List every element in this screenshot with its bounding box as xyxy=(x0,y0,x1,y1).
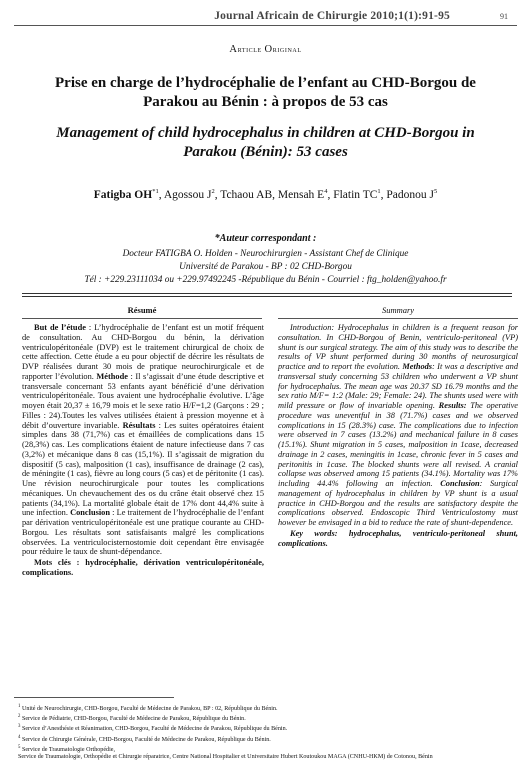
footnote-text: Service de Pédiatrie, CHD-Borgou, Faculté de Médecine de Parakou, République du Bénin. xyxy=(21,716,246,723)
correspondence-line: Université de Parakou - BP : 02 CHD-Borgou xyxy=(179,262,352,272)
summary-heading: Summary xyxy=(381,305,415,315)
keywords-label: Key words xyxy=(290,528,335,538)
keywords-text: : hydrocephalus, ventriculo-peritoneal shunt, complications. xyxy=(278,528,518,548)
resume-heading: Résumé xyxy=(127,305,157,315)
title-english: Management of child hydrocephalus in children at CHD-Borgou in Parakou (Bénin): 53 cases xyxy=(56,125,475,160)
author-affiliation: 1 xyxy=(377,188,381,195)
article-type-initial-2: O xyxy=(264,44,273,55)
footnote-rule xyxy=(14,697,174,698)
article-type-initial: A xyxy=(229,44,238,55)
footnote-text: Service de Traumatologie Orthopédie, xyxy=(21,746,116,753)
title-french: Prise en charge de l’hydrocéphalie de l’enfant au CHD-Borgou de Parakou au Bénin : à propos de 53 cas xyxy=(55,75,476,110)
paragraph-text: : Surgical management of hydrocephalus in children by VP shunt is a usual practice in CHD-Borgou and the results are satisfactory despite the complications observed. Endoscopic Third Ventriculostomy must however be envisaged in a bid to reduce the rate of shunt-dependence. xyxy=(278,479,518,527)
section-label: Results: xyxy=(438,401,467,410)
paragraph-text: : Il s’agissait d’une étude descriptive et transversale concernant 53 enfants ayant bénéficié d’une dérivation ventriculopéritonéale. Tous avaient une hydrocéphalie évolutive. L’âge moyen était 20,37 ± 16,79 mois et le sexe ratio H/F=1,2 (Garçons : 29 ; Filles : 24).Toutes les valves utilisées étaient à pression moyenne et à débit d’ouverture invariable. xyxy=(22,371,264,430)
paragraph-text: : Les suites opératoires étaient simples dans 38 (71,7%) cas et émaillées de complications dans 15 (28,3%) cas. Les complications étaient de nature infectieuse dans 7 cas (3,2%) et mécanique dans 8 cas (15,1%). Il s’agissait de migration du dispositif (5 cas), malposition (1 cas), insuffisance de drainage (2 cas), de méningite (1 cas), fièvre au long cours (5 cas) et de péritonite (1 cas). Une révision neurochirurgicale pour toutes les complications mécaniques. Un chevauchement des os du crâne était observé chez 15 patients (34,1%). La mortalité globale était de 17% dont 44,4% suite à une infection. xyxy=(22,420,264,518)
author-list: Fatigba OH$^{*1}$, Agossou $J^2$, Tchaou AB, Mensah $E^4$, Flatin $TC^1$, Padonou $J^5$ xyxy=(93,188,438,201)
footnote-text: Service d’Anesthésie et Réanimation, CHD-Borgou, Faculté de Médecine de Parakou, République du Bénin. xyxy=(21,726,288,733)
footnote xyxy=(18,723,523,733)
paragraph-text: : Hydrocephalus in children is a frequent reason for consultation. In CHD-Borgou of Benin, ventriculo-peritoneal (VP) shunt is our surgical strategy. The aim of this study was to describe the results of VP shunt performed during 30 months of neurosurgical practice and to report the evolution. xyxy=(278,323,518,371)
paragraph-text: : L’hydrocéphalie de l’enfant est un motif fréquent de consultation. Au CHD-Borgou du bénin, la dérivation ventriculopéritonéale (DVP) est le traitement chirurgical de choix de cette affection. Cette étude a eu pour objectif de décrire les résultats de DVP réalisées durant 30 mois de pratique neurochirurgicale et de rapporter l’évolution. xyxy=(22,323,265,381)
section-label: Conclusion xyxy=(70,508,110,518)
footnote-text: Service de Chirurgie Générale, CHD-Borgou, Faculté de Médecine de Parakou, République du Bénin. xyxy=(21,736,271,743)
section-label: Méthode xyxy=(96,371,128,381)
author-affiliation: 5 xyxy=(434,188,438,195)
author-name: Padonou J xyxy=(386,188,435,201)
column-rule xyxy=(278,318,518,319)
article-type-label xyxy=(0,44,531,55)
footnote-number: 2 xyxy=(18,714,21,720)
divider xyxy=(22,293,512,294)
column-rule xyxy=(22,318,262,319)
footnotes xyxy=(18,703,523,761)
correspondence-line: Docteur FATIGBA O. Holden - Neurochirurgien - Assistant Chef de Clinique xyxy=(122,249,409,259)
page-number: 91 xyxy=(500,12,508,21)
keywords-label: Mots clés xyxy=(34,558,71,567)
footnote-text: Unité de Neurochirurgie, CHD-Borgou, Faculté de Médecine de Parakou, BP : 02, République du Bénin. xyxy=(21,706,278,713)
footnote-number: 3 xyxy=(18,724,21,730)
article-type-rest-2: riginal xyxy=(272,44,302,54)
author-name: Fatigba OH xyxy=(93,188,153,201)
section-label: Conclusion xyxy=(440,479,480,488)
resume-paragraph xyxy=(22,323,264,557)
author-name: Mensah E xyxy=(277,188,325,201)
keywords xyxy=(278,529,518,549)
section-label: Résultats xyxy=(122,420,156,430)
keywords-text: : hydrocéphalie, dérivation ventriculopéritonéale, complications. xyxy=(22,558,264,577)
author-name: Flatin TC xyxy=(333,188,378,201)
author-affiliation: 4 xyxy=(324,188,328,195)
correspondence-label: *Auteur correspondant : xyxy=(214,233,317,244)
footnote-number: 1 xyxy=(18,704,21,709)
summary-column xyxy=(278,323,518,548)
author-name: Tchaou AB xyxy=(220,188,273,201)
footnote-text: Service de Traumatologie, Orthopédie et Chirurgie réparatrice, Centre National Hospitalier et Universitaire Hubert Koutoukou MAGA (CNHU-HKM) de Cotonou, Bénin xyxy=(18,754,433,761)
section-label: Introduction xyxy=(290,323,332,332)
journal-header: Journal Africain de Chirurgie 2010;1(1):91-95 xyxy=(214,10,450,22)
paragraph-text: The operative procedure was uneventful in 38 (71.7%) cases and we observed complications in 15 (28.3%) case. The complications due to infection were observed in 7 cases (13.2%) and mechanical failure in 8 cases (15.1%). Shunt migration in 5 cases, malposition in 1case, decreased drainage in 2 cases, meningitis in 1case, chronic fever in 5 cases and peritonitis in 1case. The blocked shunts were all revised. A cranial collapse was observed among 15 patients (34.1%). Mortality was 17% including 44.4% following an infection. xyxy=(278,401,518,488)
footnote-number: 5 xyxy=(18,744,21,750)
paragraph-text: : It was a descriptive and transversal study concerning 53 children who underwent a VP shunt for hydrocephalus. The mean age was 20.37 SD 16.79 months and the sex ratio M/F= 1:2 (Male: 29; Female: 24). The shunts used were with mild pressure or flow of invariable opening. xyxy=(278,362,518,410)
author-affiliation: *1 xyxy=(152,188,159,195)
footnote xyxy=(18,744,523,754)
footnote xyxy=(18,713,523,723)
summary-paragraph xyxy=(278,323,518,528)
divider xyxy=(22,296,512,297)
header-rule xyxy=(14,25,517,26)
paragraph-text: : Le traitement de l’hydrocéphalie de l’enfant par dérivation ventriculopéritonéale est une pratique courante au CHD-Borgou. Les résultats sont satisfaisants malgré les complications observées. La ventriculocisternostomie doit cependant être envisagée pour réduire le taux de shunt-dépendance. xyxy=(22,508,265,557)
article-type-rest: rticle xyxy=(237,44,262,54)
author-name: Agossou J xyxy=(163,188,212,201)
keywords xyxy=(22,558,264,578)
footnote xyxy=(18,703,523,713)
footnote-number: 4 xyxy=(18,734,21,740)
section-label: But de l’étude xyxy=(34,323,86,332)
footnote xyxy=(18,754,523,761)
resume-column xyxy=(22,323,264,578)
correspondence-line: Tél : +229.23111034 ou +229.97492245 -République du Bénin - Courriel : ftg_holden@yahoo.fr xyxy=(84,275,447,285)
author-affiliation: 2 xyxy=(211,188,215,195)
footnote xyxy=(18,734,523,744)
section-label: Methods xyxy=(402,362,433,371)
